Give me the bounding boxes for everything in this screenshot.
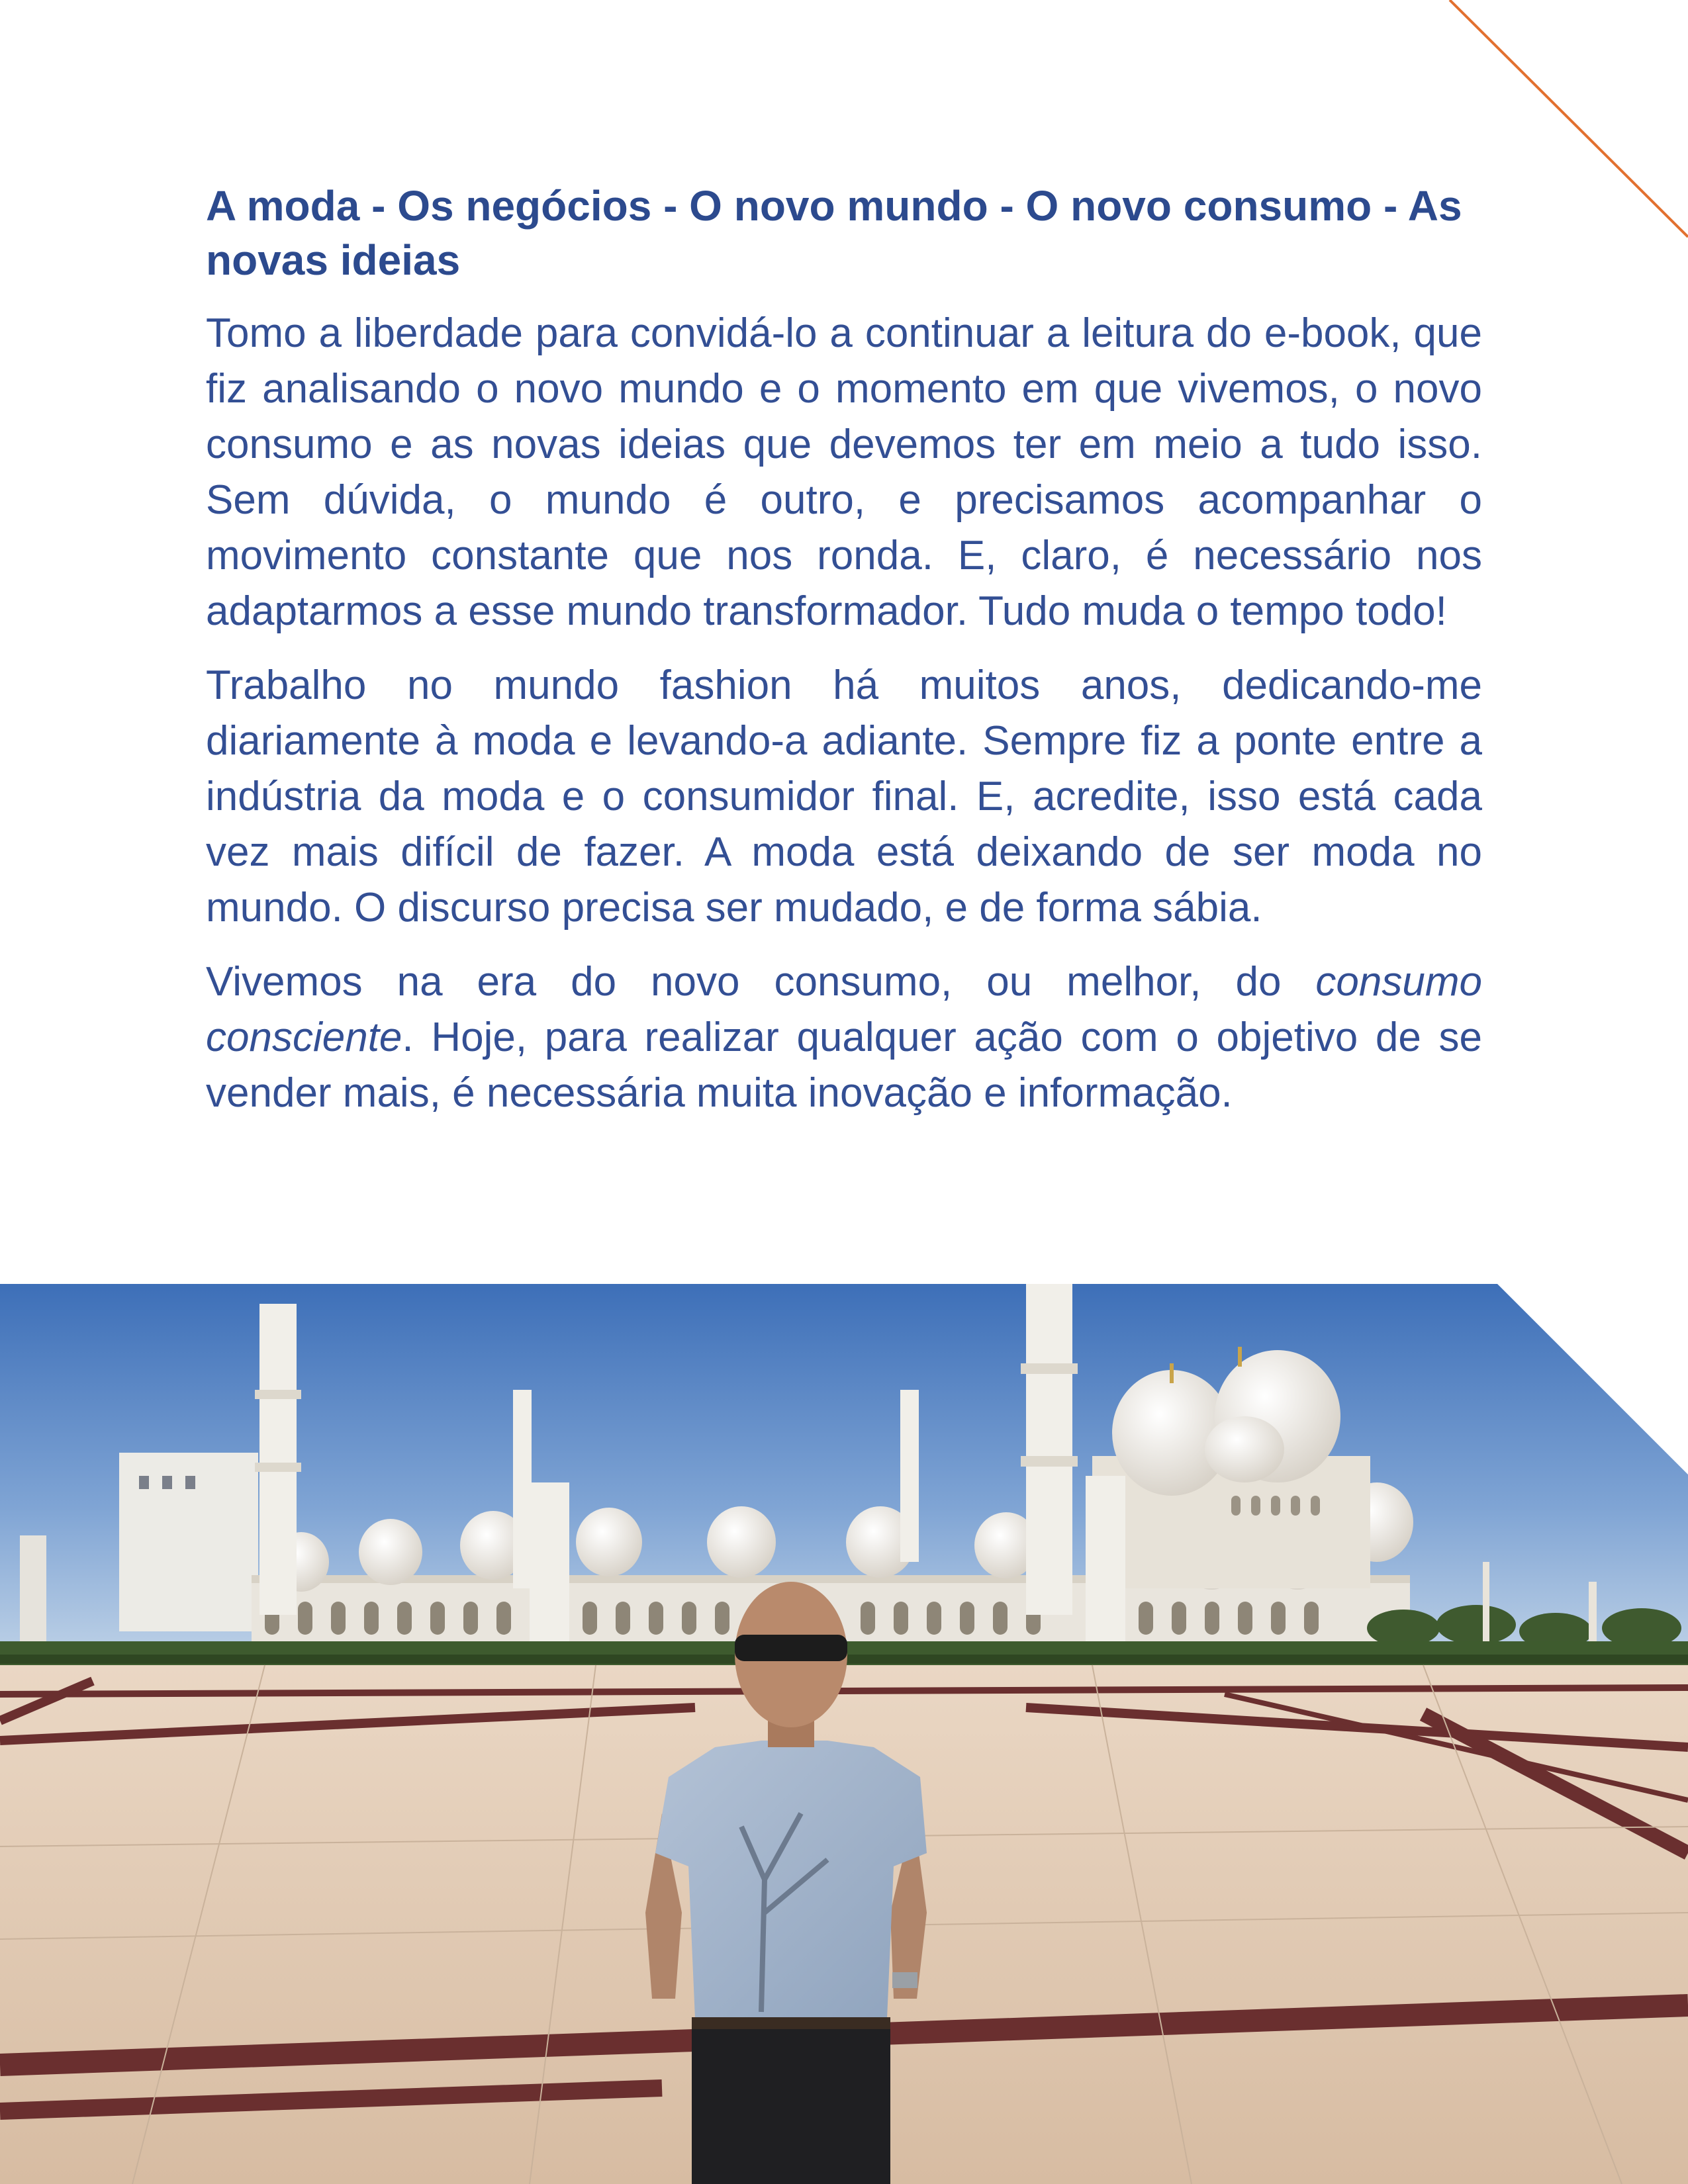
paragraph-3: [206, 954, 1482, 1121]
photo-icon: [0, 1284, 1688, 2184]
paragraph-1: Tomo a liberdade para convidá-lo a continuar a leitura do e-book, que fiz analisando o novo mundo e o momento em que vivemos, o novo consumo e as novas ideias que devemos ter em meio a tudo isso. Sem dúvida, o mundo é outro, e precisamos acompanhar o movimento constante que nos ronda. E, claro, é necessário nos adaptarmos a esse mundo transformador. Tudo muda o tempo todo!: [206, 310, 1482, 634]
paragraph-3-italic: consumo consciente: [206, 959, 1482, 1060]
paragraph-2: Trabalho no mundo fashion há muitos anos, dedicando-me diariamente à moda e levando-a adiante. Sempre fiz a ponte entre a indústria da moda e o consumidor final. E, acredite, isso está cada vez mais difícil de fazer. A moda está deixando de ser moda no mundo. O discurso precisa ser mudado, e de forma sábia.: [206, 662, 1482, 931]
text-block: [206, 179, 1482, 1121]
paragraph-3-end: . Hoje, para realizar qualquer ação com o objetivo de se vender mais, é necessária muita inovação e informação.: [206, 1015, 1482, 1116]
paragraph-3-start: Vivemos na era do novo consumo, ou melhor, do: [206, 959, 1316, 1005]
page-title: A moda - Os negócios - O novo mundo - O novo consumo - As novas ideias: [206, 182, 1462, 284]
mosque-photo: [0, 1284, 1688, 2184]
